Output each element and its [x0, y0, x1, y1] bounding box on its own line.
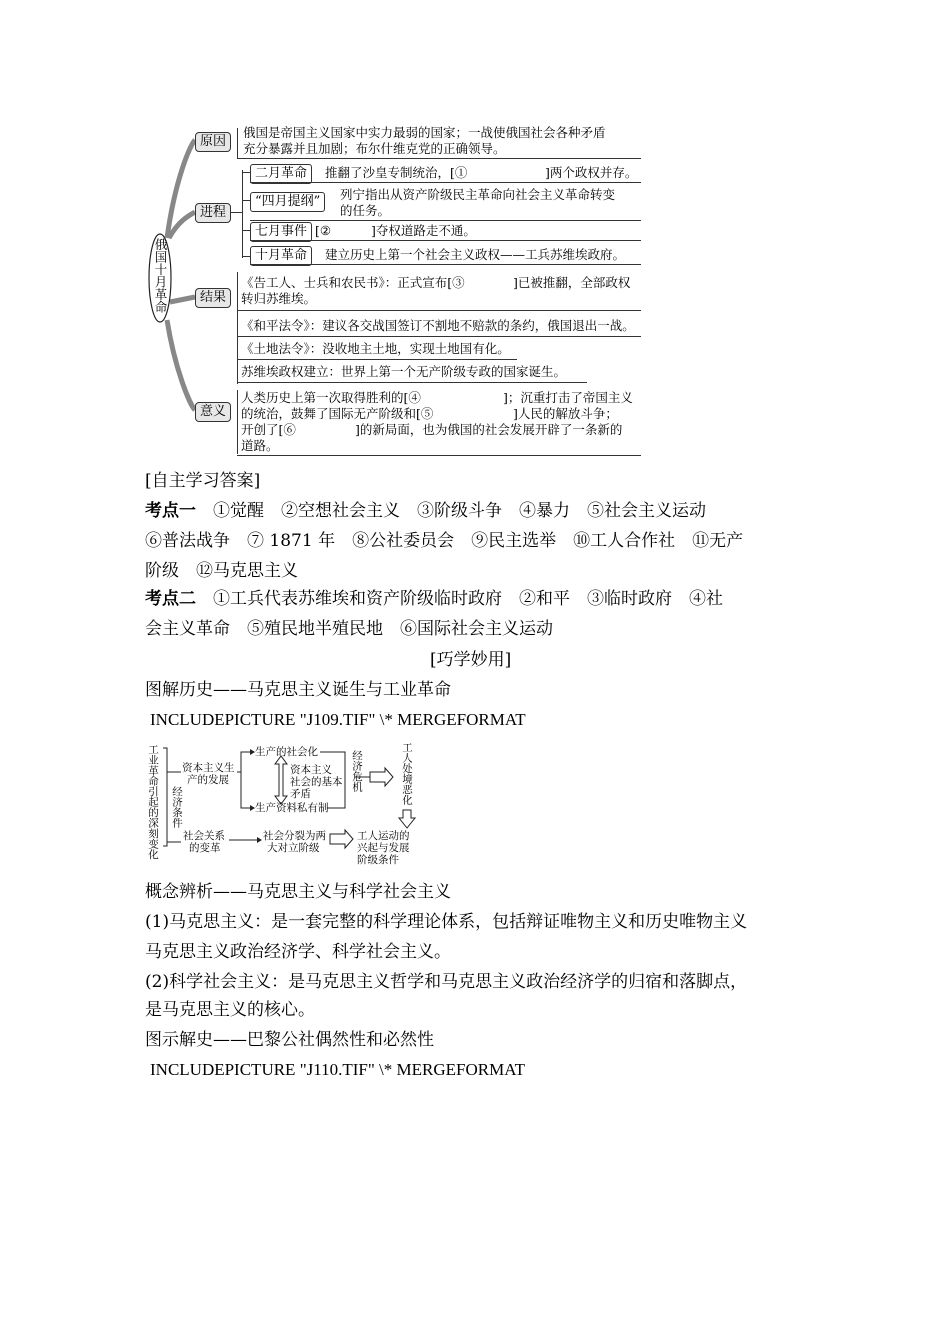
- cause-line1: 俄国是帝国主义国家中实力最弱的国家；一战使俄国社会各种矛盾: [243, 125, 606, 140]
- answers-heading: [自主学习答案]: [145, 471, 261, 491]
- branch-label-significance: 意义: [195, 402, 231, 422]
- section1-title: 图解历史——马克思主义诞生与工业革命: [145, 680, 451, 700]
- def2-line1: (2)科学社会主义：是马克思主义哲学和马克思主义政治经济学的归宿和落脚点，: [145, 972, 748, 992]
- process-label-july: 七月事件: [250, 222, 312, 242]
- answers-p1-line1: [145, 501, 706, 521]
- answers-p2-label: 考点二: [145, 589, 196, 609]
- process-text-oct: 建立历史上第一个社会主义政权——工兵苏维埃政府。: [325, 247, 626, 262]
- result-item4: 苏维埃政权建立：世界上第一个无产阶级专政的国家诞生。: [241, 364, 567, 379]
- significance-line2a: 的统治，鼓舞了国际无产阶级和[⑤: [241, 406, 434, 421]
- movement-3: 阶级条件: [357, 854, 399, 866]
- movement-1: 工人运动的: [357, 830, 410, 842]
- significance-line2b: ]人民的解放斗争；: [513, 406, 618, 421]
- economic-crisis: 经济危机: [351, 750, 363, 792]
- process-label-april: “四月提纲”: [250, 192, 325, 212]
- include-picture-2: INCLUDEPICTURE "J110.TIF" \* MERGEFORMAT: [150, 1060, 525, 1079]
- skills-heading: [巧学妙用]: [430, 650, 512, 670]
- contradiction-1: 资本主义: [290, 764, 332, 776]
- section3-title: 图示解史——巴黎公社偶然性和必然性: [145, 1030, 434, 1050]
- process-text-april: 列宁指出从资产阶级民主革命向社会主义革命转变: [340, 187, 616, 202]
- process-label-feb: 二月革命: [250, 164, 312, 184]
- significance-line4: 道路。: [241, 438, 279, 453]
- answers-p1-text1: ①觉醒 ②空想社会主义 ③阶级斗争 ④暴力 ⑤社会主义运动: [213, 501, 706, 521]
- answers-p1-line3: 阶级 ⑫马克思主义: [145, 561, 298, 581]
- class-split-1: 社会分裂为两: [263, 830, 326, 842]
- section2-title: 概念辨析——马克思主义与科学社会主义: [145, 882, 451, 902]
- cap-dev-1: 资本主义生: [182, 762, 235, 774]
- contradiction-2: 社会的基本: [290, 776, 343, 788]
- answers-p1-label: 考点一: [145, 501, 196, 521]
- def1-line2: 马克思主义政治经济学、科学社会主义。: [145, 942, 451, 962]
- significance-line1b: ]；沉重打击了帝国主义: [503, 390, 633, 405]
- process-text-april-2: 的任务。: [340, 203, 391, 218]
- process-text-feb-2: ]两个政权并存。: [545, 165, 638, 180]
- october-revolution-mindmap: [145, 120, 645, 460]
- branch-label-result: 结果: [195, 288, 231, 308]
- private-ownership: 生产资料私有制: [255, 802, 329, 814]
- result-item1-line1: 《告工人、士兵和农民书》：正式宣布[③: [241, 275, 465, 290]
- result-item2: 《和平法令》：建议各交战国签订不割地不赔款的条约，俄国退出一战。: [241, 318, 635, 333]
- branch-label-process: 进程: [195, 203, 231, 223]
- result-item3: 《土地法令》：没收地主土地，实现土地国有化。: [241, 341, 510, 356]
- branch-label-cause: 原因: [195, 132, 231, 152]
- cap-dev-2: 产的发展: [187, 774, 229, 786]
- significance-line3b: ]的新局面，也为俄国的社会发展开辟了一条新的: [355, 422, 623, 437]
- industrial-root: 工业革命引起的深刻变化: [147, 744, 159, 860]
- answers-p2-line2: 会主义革命 ⑤殖民地半殖民地 ⑥国际社会主义运动: [145, 619, 553, 639]
- movement-2: 兴起与发展: [357, 842, 410, 854]
- significance-line3a: 开创了[⑥: [241, 422, 296, 437]
- answers-p2-line1: [145, 589, 723, 609]
- result-item1-line1b: ]已被推翻，全部政权: [513, 275, 631, 290]
- answers-p2-text1: ①工兵代表苏维埃和资产阶级临时政府 ②和平 ③临时政府 ④社: [213, 589, 723, 609]
- def2-line2: 是马克思主义的核心。: [145, 1000, 315, 1020]
- class-split-2: 大对立阶级: [267, 842, 320, 854]
- industrial-revolution-diagram: [145, 742, 425, 870]
- def1-line1: (1)马克思主义：是一套完整的科学理论体系，包括辩证唯物主义和历史唯物主义: [145, 912, 748, 932]
- social-change-1: 社会关系: [183, 830, 225, 842]
- process-text-feb: 推翻了沙皇专制统治，[①: [325, 165, 468, 180]
- workers-worsen: 工人处境恶化: [401, 742, 413, 805]
- result-item1-line2: 转归苏维埃。: [241, 291, 317, 306]
- process-text-july-2: ]夺权道路走不通。: [371, 223, 476, 238]
- process-text-july: [②: [315, 223, 332, 238]
- social-change-2: 的变革: [189, 842, 221, 854]
- contradiction-3: 矛盾: [290, 788, 311, 800]
- mindmap-center-label: 俄国十月革命: [153, 238, 168, 313]
- include-picture-1: INCLUDEPICTURE "J109.TIF" \* MERGEFORMAT: [150, 710, 526, 729]
- significance-line1a: 人类历史上第一次取得胜利的[④: [241, 390, 421, 405]
- process-label-oct: 十月革命: [250, 246, 312, 266]
- socialization: 生产的社会化: [255, 746, 318, 758]
- cause-line2: 充分暴露并且加剧；布尔什维克党的正确领导。: [243, 141, 506, 156]
- econ-cond: 经济条件: [171, 786, 183, 828]
- answers-p1-line2: ⑥普法战争 ⑦ 1871 年 ⑧公社委员会 ⑨民主选举 ⑩工人合作社 ⑪无产: [145, 531, 744, 551]
